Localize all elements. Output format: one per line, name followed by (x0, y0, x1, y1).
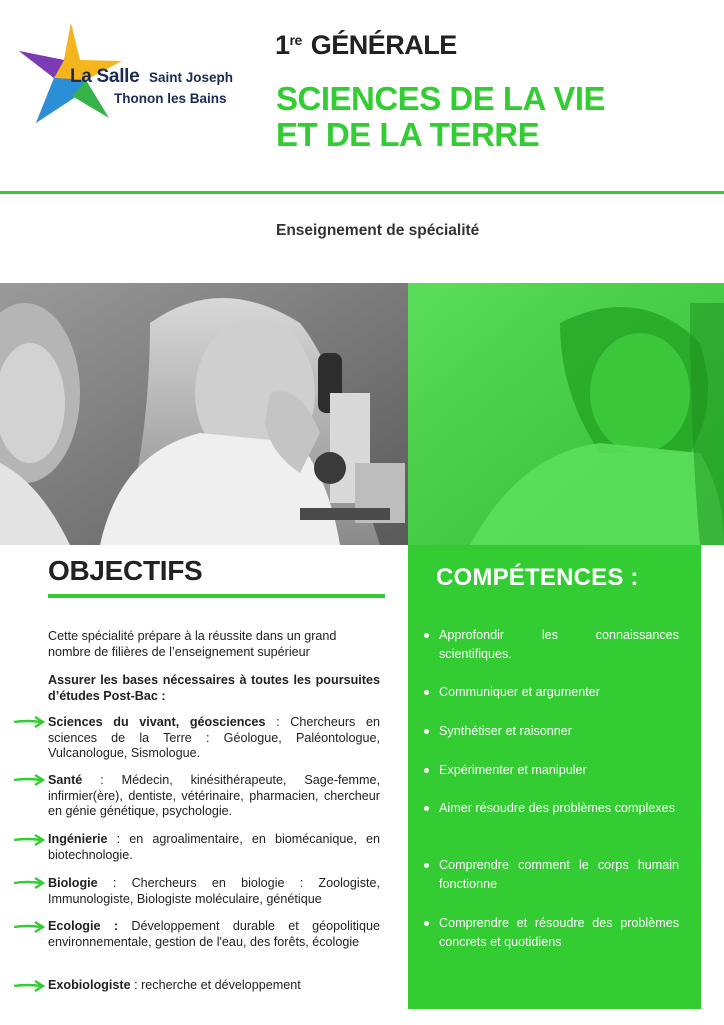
level-superscript: re (289, 32, 302, 48)
bullet-icon (424, 921, 429, 926)
bullet-icon (424, 768, 429, 773)
arrow-right-icon (13, 980, 45, 992)
bullet-icon (424, 729, 429, 734)
level-text: GÉNÉRALE (310, 30, 457, 60)
item-text: : Chercheurs en biologie : Zoologiste, Immunologiste, Biologiste moléculaire, génétique (48, 876, 380, 906)
item-label: Exobiologiste (48, 978, 131, 992)
logo-subtitle-1: Saint Joseph (149, 70, 234, 85)
page-title-line-2: ET DE LA TERRE (276, 116, 540, 153)
item-label: Santé (48, 773, 83, 787)
competence-item: Approfondir les connaissances scientifiques. (439, 628, 679, 661)
item-text: : recherche et développement (130, 978, 301, 992)
item-text: : Chercheurs en sciences de la Terre : Géologue, Paléontologue, Vulcanologue, Sismologue. (48, 715, 380, 761)
competence-item: Synthétiser et raisonner (439, 724, 573, 738)
objectifs-divider (48, 594, 385, 598)
objectifs-intro: Cette spécialité prépare à la réussite dans un grand nombre de filières de l’enseignement supérieur (48, 629, 337, 659)
competence-item: Aimer résoudre des problèmes complexes (439, 801, 675, 815)
header-divider (0, 191, 724, 194)
item-label: Sciences du vivant, géosciences (48, 715, 266, 729)
level-heading (275, 30, 457, 61)
item-label: Biologie (48, 876, 98, 890)
arrow-right-icon (13, 921, 45, 933)
page-title-line-1: SCIENCES DE LA VIE (276, 80, 606, 117)
item-text: Développement durable et géopolitique environnementale, gestion de l'eau, des forêts, écologie (48, 919, 380, 949)
item-text: : en agroalimentaire, en biomécanique, en biotechnologie. (48, 832, 380, 862)
arrow-right-icon (13, 716, 45, 728)
bullet-icon (424, 633, 429, 638)
arrow-right-icon (13, 834, 45, 846)
list-item (48, 978, 380, 994)
arrow-right-icon (13, 774, 45, 786)
list-item (48, 773, 380, 820)
item-text: : Médecin, kinésithérapeute, Sage-femme, infirmier(ère), dentiste, vétérinaire, pharmacien, chercheur en génie génétique, psychologie. (48, 773, 380, 819)
level-number: 1 (275, 30, 290, 60)
competence-item: Communiquer et argumenter (439, 685, 600, 699)
list-item (48, 919, 380, 950)
list-item (48, 832, 380, 863)
item-label: Ecologie : (48, 919, 119, 933)
competence-item: Expérimenter et manipuler (439, 763, 587, 777)
list-item (48, 715, 380, 762)
school-logo (14, 18, 264, 138)
subtitle: Enseignement de spécialité (276, 222, 480, 239)
bullet-icon (424, 806, 429, 811)
item-label: Ingénierie (48, 832, 108, 846)
objectifs-bases: Assurer les bases nécessaires à toutes les poursuites d’études Post-Bac : (48, 673, 380, 703)
arrow-right-icon (13, 877, 45, 889)
competence-item: Comprendre et résoudre des problèmes concrets et quotidiens (439, 916, 679, 949)
students-microscope-photo (0, 283, 724, 545)
competence-item: Comprendre comment le corps humain fonctionne (439, 858, 679, 891)
logo-subtitle-2: Thonon les Bains (114, 91, 227, 106)
bullet-icon (424, 863, 429, 868)
objectifs-heading: OBJECTIFS (48, 555, 203, 586)
list-item (48, 876, 380, 907)
bullet-icon (424, 690, 429, 695)
logo-name: La Salle (70, 66, 140, 87)
competences-heading: COMPÉTENCES : (436, 564, 639, 591)
